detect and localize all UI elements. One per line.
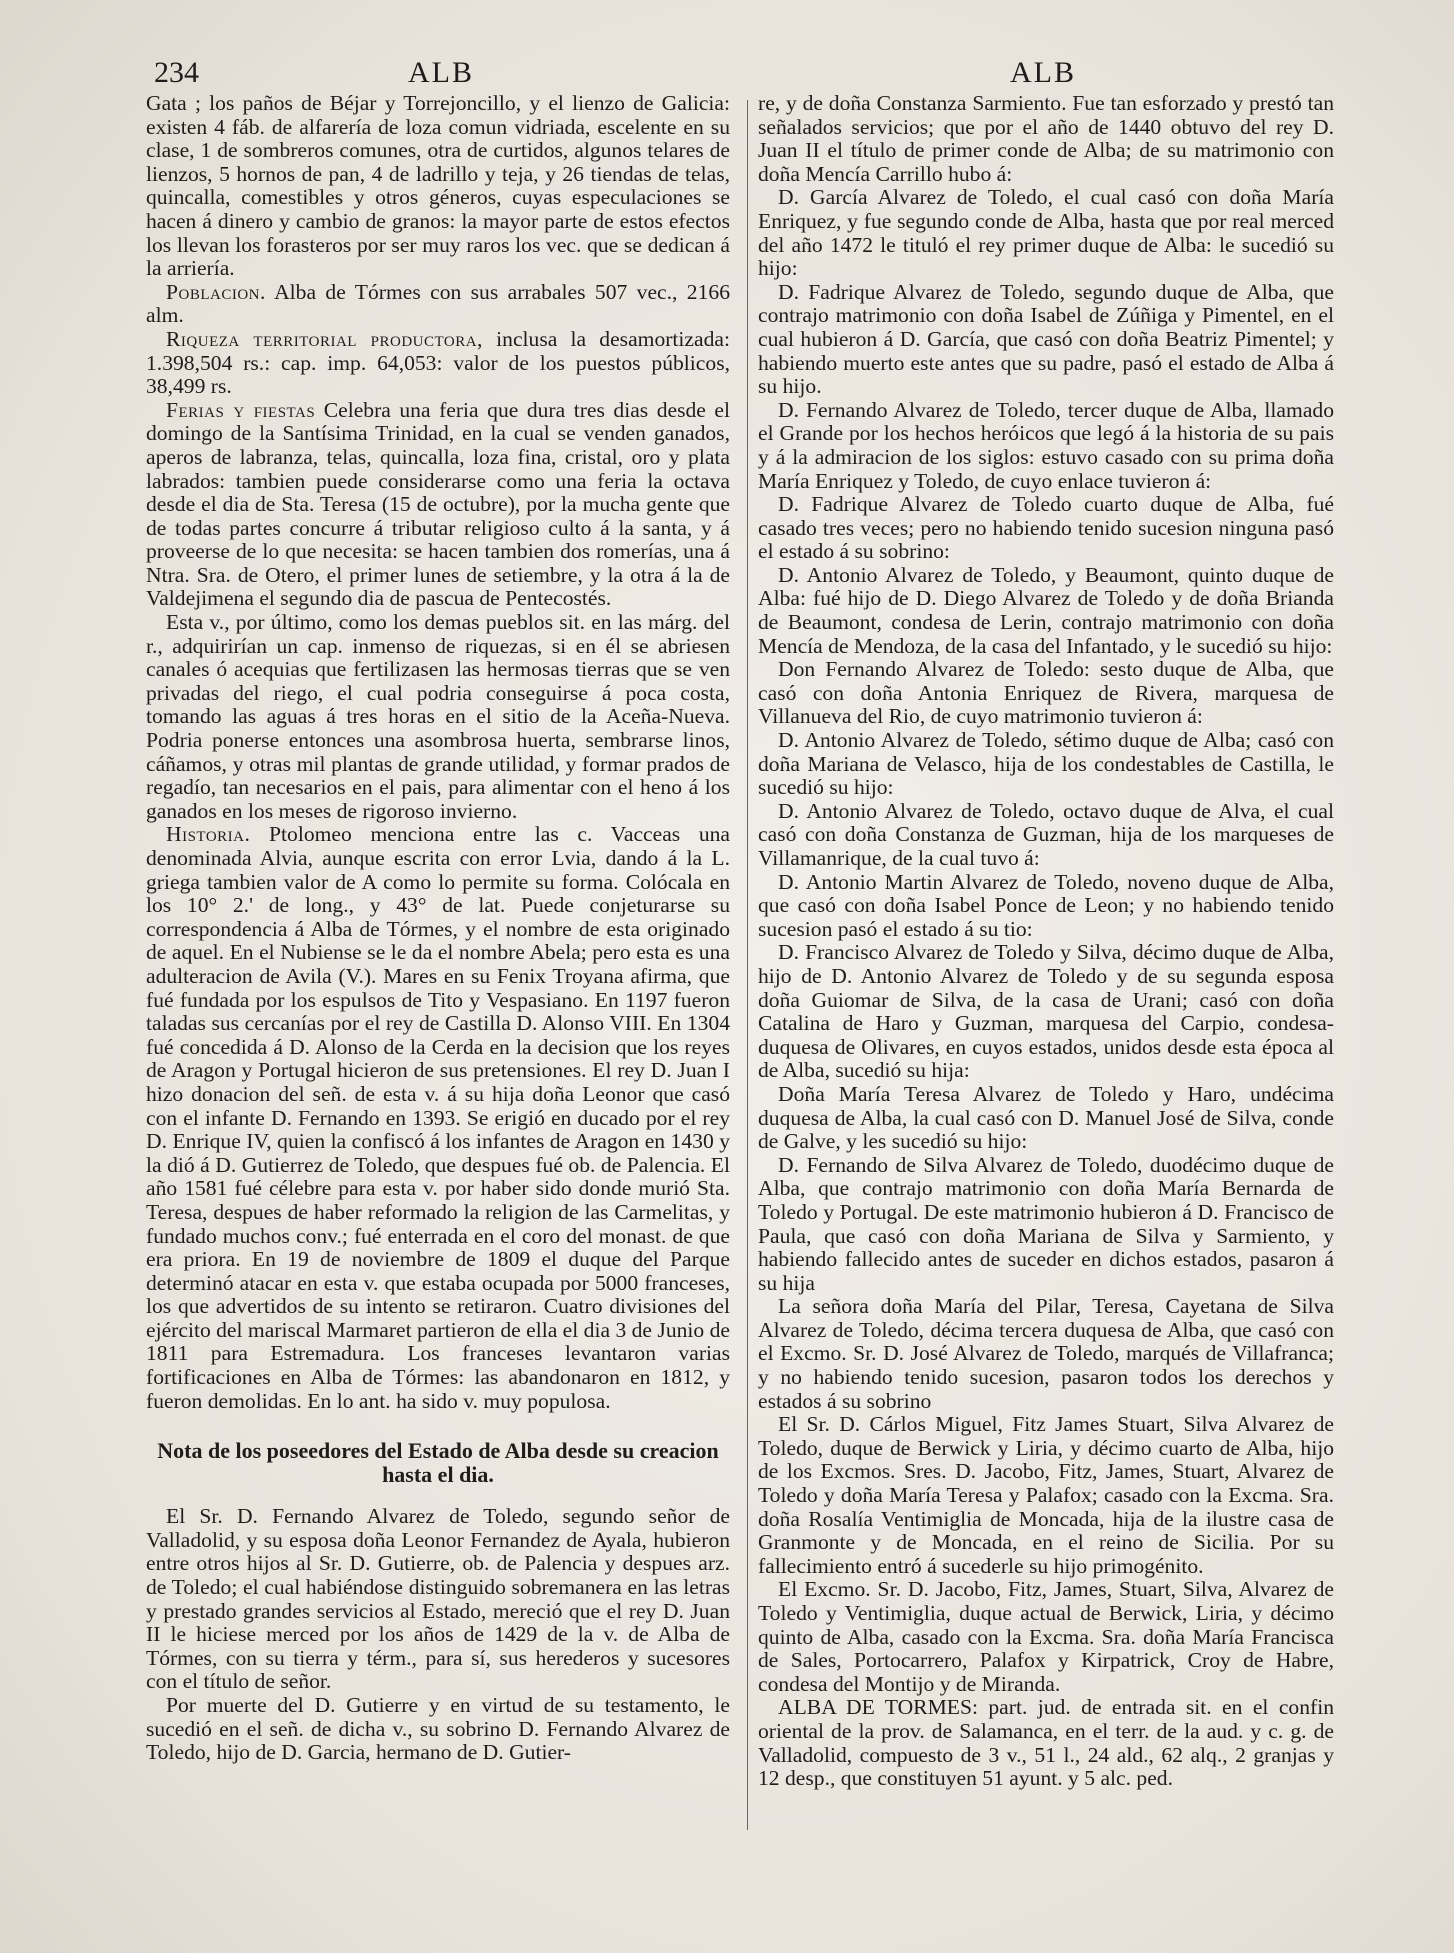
section-title: Nota de los poseedores del Estado de Alba desde su creacion hasta el dia. [157, 1438, 719, 1488]
paragraph-r17: ALBA DE TORMES: part. jud. de entrada sit. en el confin oriental de la prov. de Salamanca, en el terr. de la aud. y c. g. de Valladolid, compuesto de 3 v., 51 l., 24 ald., 62 alq., 2 granjas y 12 desp., que constituyen 51 ayunt. y 5 alc. ped. [758, 1695, 1334, 1791]
page-number: 234 [154, 56, 199, 89]
paragraph-r10: D. Antonio Martin Alvarez de Toledo, noveno duque de Alba, que casó con doña Isabel Ponce de Leon; y no habiendo tenido sucesion pasó el estado á su tio: [758, 869, 1334, 941]
label-ferias: Ferias y fiestas [166, 397, 316, 422]
paragraph-r14: La señora doña María del Pilar, Teresa, Cayetana de Silva Alvarez de Toledo, décima tercera duquesa de Alba, que casó con el Excmo. Sr. D. José Alvarez de Toledo, marqués de Villafranca; y no habiendo tenido sucesion, pasaron todos los derechos y estados á su sobrino [758, 1294, 1334, 1413]
label-riqueza: Riqueza territorial productora, [166, 326, 483, 351]
paragraph-poblacion [146, 281, 730, 328]
text-historia: Ptolomeo menciona entre las c. Vacceas una denominada Alvia, aunque escrita con error Lvia, dando á la L. griega tambien valor de A como lo permite su forma. Colócala en los 10° 2.' de long., y 43° de lat. Puede conjeturarse su correspondencia á Alba de Tórmes, y el nombre de esta originado de aquel. En el Nubiense se le da el nombre Abela; pero esta es una adulteracion de Avila (V.). Mares en su Fenix Troyana afirma, que fué fundada por los espulsos de Tito y Vespasiano. En 1197 fueron taladas sus cercanías por el rey de Castilla D. Alonso VIII. En 1304 fué concedida á D. Alonso de la Cerda en la decision que los reyes de Aragon y Portugal hicieron de sus pretensiones. El rey D. Juan I hizo donacion del señ. de esta v. á su hija doña Leonor que casó con el infante D. Fernando en 1393. Se erigió en ducado por el rey D. Enrique IV, quien la confiscó á los infantes de Aragon en 1430 y la dió á D. Gutierrez de Toledo, que despues fué ob. de Palencia. El año 1581 fué célebre para esta v. por haber sido donde murió Sta. Teresa, despues de haber reformado la religion de las Carmelitas, y fundado muchos conv.; fué enterrada en el coro del monast. de que era priora. En 19 de noviembre de 1809 el duque del Parque determinó atacar en esta v. que estaba ocupada por 5000 franceses, los que advertidos de su intento se retiraron. Cuatro divisiones del ejército del mariscal Marmaret partieron de ella el dia 3 de Junio de 1811 para Estremadura. Los franceses levantaron varias fortificaciones en Alba de Tórmes: las abandonaron en 1812, y fueron demolidas. En lo ant. ha sido v. muy populosa. [146, 822, 730, 1413]
text-ferias: Celebra una feria que dura tres dias desde el domingo de la Santísima Trinidad, en la cual se venden ganados, aperos de labranza, telas, quincalla, loza fina, cristal, oro y plata labrados: tambien puede considerarse como una feria la octava desde el dia de Sta. Teresa (15 de octubre), por la mucha gente que de todas partes concurre á tributar religioso culto á la santa, y á proveerse de lo que necesita: se hacen tambien dos romerías, una á Ntra. Sra. de Otero, el primer lunes de setiembre, y la otra á la de Valdejimena el segundo dia de pascua de Pentecostés. [146, 397, 730, 611]
text-riqueza: inclusa la desamortizada: 1.398,504 rs.: cap. imp. 64,053: valor de los puestos públicos, 38,499 rs. [146, 326, 730, 399]
paragraph-esta-villa: Esta v., por último, como los demas pueblos sit. en las márg. del r., adquirirían un cap. inmenso de riquezas, si en él se abriesen canales ó acequias que fertilizasen las hermosas tierras que se ven privadas del riego, el cual podria conseguirse á poca costa, tomando las aguas á tres horas en el sitio de la Aceña-Nueva. Podria ponerse entonces una asombrosa huerta, sembrarse linos, cáñamos, y otras mil plantas de grande utilidad, y formar prados de regadío, tan necesarios en el pais, para alimentar con el heno á los ganados en los meses de rigoroso invierno. [146, 610, 730, 823]
right-running-head: ALB [1010, 56, 1076, 89]
paragraph-r16: El Excmo. Sr. D. Jacobo, Fitz, James, Stuart, Silva, Alvarez de Toledo y Ventimiglia, duque actual de Berwick, Liria, y décimo quinto de Alba, casado con la Excma. Sra. doña María Francisca de Sales, Portocarrero, Palafox y Kirpatrick, Croy de Habre, condesa del Montijo y de Miranda. [758, 1577, 1334, 1696]
paragraph-r8: D. Antonio Alvarez de Toledo, sétimo duque de Alba; casó con doña Mariana de Velasco, hija de los condestables de Castilla, le sucedió su hijo: [758, 728, 1334, 800]
paragraph-r3: D. Fadrique Alvarez de Toledo, segundo duque de Alba, que contrajo matrimonio con doña Isabel de Zúñiga y Pimentel, en el cual hubieron á D. García, que casó con doña Beatriz Pimentel; y habiendo muerto este antes que su padre, pasó el estado de Alba á su hijo. [758, 279, 1334, 399]
column-divider [747, 100, 748, 1830]
paragraph-r1: re, y de doña Constanza Sarmiento. Fue tan esforzado y prestó tan señalados servicios; que por el año de 1440 obtuvo del rey D. Juan II el título de primer conde de Alba; de su matrimonio con doña Mencía Carrillo hubo á: [758, 91, 1334, 186]
paragraph-ferias [146, 399, 730, 611]
paragraph-r11: D. Francisco Alvarez de Toledo y Silva, décimo duque de Alba, hijo de D. Antonio Alvarez de Toledo y de su segunda esposa doña Guiomar de Silva, de la casa de Urani; casó con doña Catalina de Haro y Guzman, marquesa del Carpio, condesa-duquesa de Olivares, en cuyos estados, unidos desde esta época al de Alba, sucedió su hija: [758, 940, 1334, 1083]
paragraph-r13: D. Fernando de Silva Alvarez de Toledo, duodécimo duque de Alba, que contrajo matrimonio con doña María Bernarda de Toledo y Portugal. De este matrimonio hubieron á D. Francisco de Paula, que casó con doña Mariana de Silva y Sarmiento, y habiendo fallecido antes de suceder en dichos estados, pasaron á su hija [758, 1152, 1334, 1295]
paragraph-r6: D. Antonio Alvarez de Toledo, y Beaumont, quinto duque de Alba: fué hijo de D. Diego Alvarez de Toledo y de doña Brianda de Beaumont, condesa de Lerin, contrajo matrimonio con doña Mencía de Mendoza, de la casa del Infantado, y le sucedió su hijo: [758, 562, 1334, 658]
paragraph-r9: D. Antonio Alvarez de Toledo, octavo duque de Alva, el cual casó con doña Constanza de Guzman, hija de los marqueses de Villamanrique, de la cual tuvo á: [758, 798, 1334, 870]
label-historia: Historia. [166, 822, 251, 847]
right-column [758, 92, 1334, 1791]
paragraph-nota-2: Por muerte del D. Gutierre y en virtud de su testamento, le sucedió en el señ. de dicha v., su sobrino D. Fernando Alvarez de Toledo, hijo de D. Garcia, hermano de D. Gutier- [146, 1693, 730, 1765]
paragraph-r7: Don Fernando Alvarez de Toledo: sesto duque de Alba, que casó con doña Antonia Enriquez de Rivera, marquesa de Villanueva del Rio, de cuyo matrimonio tuvieron á: [758, 657, 1334, 729]
paragraph-riqueza [146, 328, 730, 399]
paragraph-historia [146, 823, 730, 1413]
label-poblacion: Poblacion. [166, 279, 266, 304]
paragraph-r15: El Sr. D. Cárlos Miguel, Fitz James Stuart, Silva Alvarez de Toledo, duque de Berwick y Liria, y décimo cuarto de Alba, hijo de los Excmos. Sres. D. Jacobo, Fitz, James, Stuart, Alvarez de Toledo y doña María Teresa y Palafox; casado con la Excma. Sra. doña Rosalía Ventimiglia de Moncada, hija de la ilustre casa de Granmonte y de Moncada, en el reino de Sicilia. Por su fallecimiento entró á sucederle su hijo primogénito. [758, 1412, 1334, 1578]
paragraph-industry: Gata ; los paños de Béjar y Torrejoncillo, y el lienzo de Galicia: existen 4 fáb. de alfarería de loza comun vidriada, escelente en su clase, 1 de sombreros comunes, otra de curtidos, algunos telares de lienzos, 5 hornos de pan, 4 de ladrillo y teja, y 26 tiendas de telas, quincalla, comestibles y otros géneros, cuyas especulaciones se hacen á dinero y cambio de granos: la mayor parte de estos efectos los llevan los forasteros por ser muy raros los vec. que se dedican á la arriería. [146, 91, 730, 281]
paragraph-r5: D. Fadrique Alvarez de Toledo cuarto duque de Alba, fué casado tres veces; pero no habiendo tenido sucesion ninguna pasó el estado á su sobrino: [758, 492, 1334, 564]
paragraph-r2: D. García Alvarez de Toledo, el cual casó con doña María Enriquez, y fue segundo conde de Alba, hasta que por real merced del año 1472 le tituló el rey primer duque de Alba: le sucedió su hijo: [758, 185, 1334, 281]
left-running-head: ALB [408, 56, 474, 89]
paragraph-r4: D. Fernando Alvarez de Toledo, tercer duque de Alba, llamado el Grande por los hechos heróicos que legó á la historia de su pais y á la admiracion de los siglos: estuvo casado con su prima doña María Enriquez y Toledo, de cuyo enlace tuvieron á: [758, 397, 1334, 493]
paragraph-r12: Doña María Teresa Alvarez de Toledo y Haro, undécima duquesa de Alba, la cual casó con D. Manuel José de Silva, conde de Galve, y les sucedió su hijo: [758, 1081, 1334, 1154]
left-column [146, 92, 730, 1765]
paragraph-nota-1: El Sr. D. Fernando Alvarez de Toledo, segundo señor de Valladolid, y su esposa doña Leonor Fernandez de Ayala, hubieron entre otros hijos al Sr. D. Gutierre, ob. de Palencia y despues arz. de Toledo; el cual habiéndose distinguido sobremanera en las letras y prestado grandes servicios al Estado, mereció que el rey D. Juan II le hiciese merced por los años de 1429 de la v. de Alba de Tórmes, con su tierra y térm., para sí, sus herederos y sucesores con el título de señor. [146, 1504, 730, 1694]
text-poblacion: Alba de Tórmes con sus arrabales 507 vec., 2166 alm. [146, 279, 730, 328]
